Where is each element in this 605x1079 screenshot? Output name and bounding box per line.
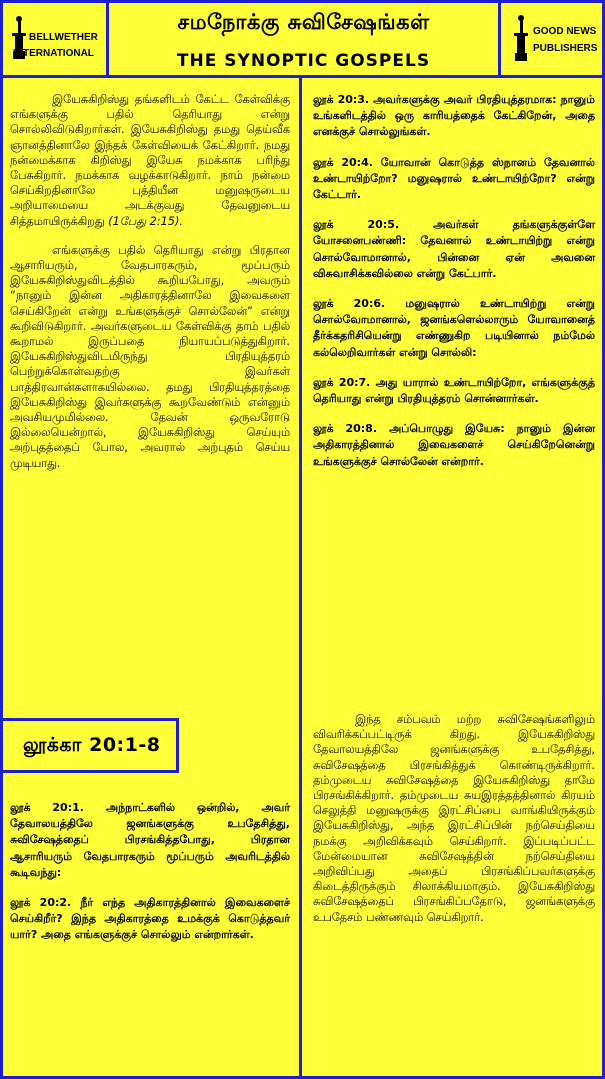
page-title-english: THE SYNOPTIC GOSPELS xyxy=(176,51,431,71)
commentary-paragraph: இந்த சம்பவம் மற்ற சுவிசேஷங்களிலும் விவரிக்கப்பட்டிருக் கிறது. இயேசுகிறிஸ்து தேவாலயத்திலே ஜனங்களுக்கு உபதேசித்து, சுவிசேஷத்தை பிரசங்கித்துக் கொண்டிருக்கிறார். தம்முடைய சுவிசேஷத்தை இயேசுகிறிஸ்து தாமே பிரசங்கிக்கிறார். தம்முடைய சுயஇரத்தத்தினால் கிரயம் செலுத்தி மனுஷருக்கு இரட்சிப்பை வாங்கியிருக்கும் இயேசுகிறிஸ்து, அந்த இரட்சிப்பின் நற்செய்தியை நமக்கு அறிவிக்கவும் செய்கிறார். இப்படிப்பட்ட மேன்மையான சுவிசேஷத்தின் நற்செய்தியை அறிவிப்பது அதைப் பிரசங்கிப்பவர்களுக்கு கிடைத்திருக்கும் சிலாக்கியமாகும். இயேசுகிறிஸ்து சுவிசேஷத்தைப் பிரசங்கிப்பதோடு, ஜனங்களுக்கு உபதேசம் பண்ணவும் செய்கிறார். xyxy=(313,713,595,924)
page-title-tamil: சமநோக்கு சுவிசேஷங்கள் xyxy=(177,10,430,34)
bellwether-logo xyxy=(3,3,109,75)
statue-icon xyxy=(511,13,531,63)
title-box xyxy=(109,3,498,75)
verse-5: லூக் 20:5. அவர்கள் தங்களுக்குள்ளே யோசனைபண்ணி: தேவனால் உண்டாயிற்று என்று சொல்வோமானால், பின்னை ஏன் அவனை விசுவாசிக்கவில்லை என்று கேட்பார். xyxy=(313,218,595,280)
scripture-citation: (1பேது 2:15). xyxy=(108,214,183,228)
verse-1: லூக் 20:1. அந்நாட்களில் ஒன்றில், அவர் தேவாலயத்திலே ஜனங்களுக்கு உபதேசித்து, சுவிசேஷத்தைப் பிரசங்கித்தபோது, பிரதான ஆசாரியரும் வேதபாரகரும் மூப்பரும் அவரிடத்தில் கூடிவந்து: xyxy=(10,801,290,879)
commentary-paragraph: இயேசுகிறிஸ்து தங்களிடம் கேட்ட கேள்விக்கு எங்களுக்கு பதில் தெரியாது என்று சொல்லிவிடுகிறார்கள். இயேசுகிறிஸ்து தமது தெய்வீக ஞானத்தினாலே இந்தக் கேள்வியைக் கேட்கிறார். நமது நன்மைக்காக கிறிஸ்து இயேசு நமக்காக பரிந்து பேசுகிறார். நமக்காக வழக்காடுகிறார். நாம் நன்மை செய்கிறதினாலே புத்தியீன மனுஷருடைய அறியாமையை அடக்குவது தேவனுடைய சித்தமாயிருக்கிறது (1பேது 2:15). xyxy=(10,93,290,228)
column-divider xyxy=(299,75,302,1079)
verse-8: லூக் 20:8. அப்பொழுது இயேசு: நானும் இன்ன அதிகாரத்தினால் இவைகளைச் செய்கிறேனென்று உங்களுக்குச் சொல்லேன் என்றார். xyxy=(313,422,595,468)
commentary-paragraph: எங்களுக்கு பதில் தெரியாது என்று பிரதான ஆசாரியரும், வேதபாரகரும், மூப்பரும் இயேசுகிறிஸ்துவிடத்தில் கூறியபோது, அவரும் “நானும் இன்ன அதிகாரத்தினாலே இவைகளை செய்கிறேன் என்று உங்களுக்குச் சொல்லேன்” என்று கூறிவிடுகிறார். அவர்களுடைய கேள்விக்கு தாம் பதில் கூறாமல் இருப்பதை நியாயப்படுத்துகிறார். இயேசுகிறிஸ்துவிடமிருந்து பிரதியுத்தரம் பெற்றுக்கொள்வதற்கு இவர்கள் பாத்திரவான்களாகயில்லை. தமது பிரதியுத்தரத்தை இயேசுகிறிஸ்து இவர்களுக்கு கூறவேண்டும் என்னும் அவசியமுமில்லை. தேவன் ஒருவரோடு இல்லையென்றால், இயேசுகிறிஸ்து செய்யும் அற்புதத்தைப் போல, அவரால் அற்புதம் செய்ய முடியாது. xyxy=(10,243,290,470)
verse-6: லூக் 20:6. மனுஷரால் உண்டாயிற்று என்று சொல்வோமானால், ஜனங்களெல்லாரும் யோவானைத் தீர்க்கதரிசியென்று எண்ணுகிற படியினால் நம்மேல் கல்லெறிவார்கள் என்று சொல்லி: xyxy=(313,297,595,359)
verse-3: லூக் 20:3. அவர்களுக்கு அவர் பிரதியுத்தரமாக: நானும் உங்களிடத்தில் ஒரு காரியத்தைக் கேட்கிறேன், அதை எனக்குச் சொல்லுங்கள். xyxy=(313,93,595,139)
verse-4: லூக் 20:4. யோவான் கொடுத்த ஸ்நானம் தேவனால் உண்டாயிற்றோ? மனுஷரால் உண்டாயிற்றோ? என்று கேட்டார். xyxy=(313,155,595,202)
logo-right-line2: PUBLISHERS xyxy=(533,43,598,54)
left-column-upper xyxy=(10,92,290,485)
verse-7: லூக் 20:7. அது யாரால் உண்டாயிற்றோ, எங்களுக்குத் தெரியாது என்று பிரதியுத்தரம் சொன்னார்கள். xyxy=(313,375,595,406)
left-column-verses xyxy=(10,800,290,958)
logo-left-line2: INTERNATIONAL xyxy=(13,48,94,59)
header-divider xyxy=(0,75,605,78)
passage-heading-box xyxy=(3,718,179,773)
right-column-verses xyxy=(313,92,595,484)
verse-2: லூக் 20:2. நீர் எந்த அதிகாரத்தினால் இவைகளைச் செய்கிறீர்? இந்த அதிகாரத்தை உமக்குக் கொடுத்தவர் யார்? அதை எங்களுக்குச் சொல்லும் என்றார்கள். xyxy=(10,896,290,942)
good-news-logo xyxy=(498,3,602,75)
logo-right-line1: GOOD NEWS xyxy=(533,26,597,37)
passage-heading: லூக்கா 20:1-8 xyxy=(23,734,161,756)
right-column-commentary xyxy=(313,712,595,939)
logo-left-line1: BELLWETHER xyxy=(29,32,98,43)
